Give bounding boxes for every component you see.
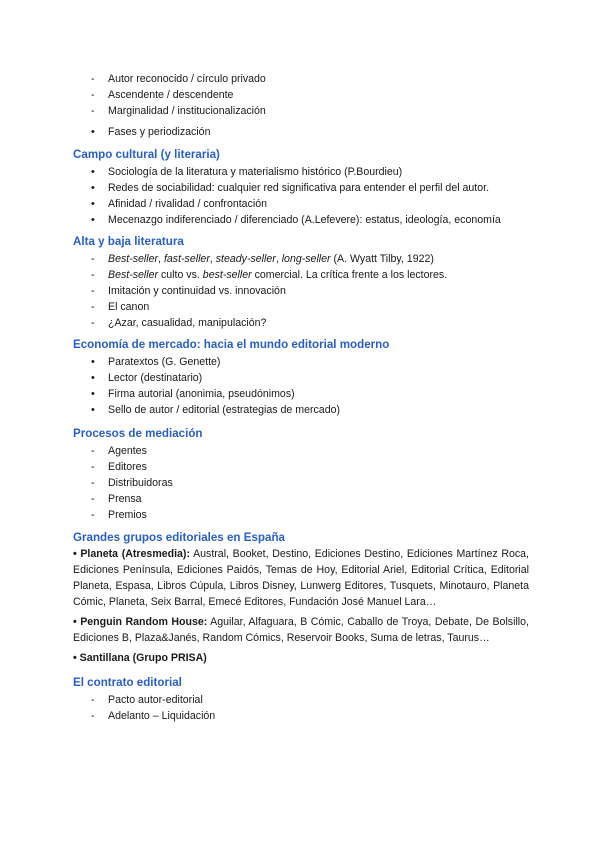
list-item: • Afinidad / rivalidad / confrontación [73,196,529,212]
planeta-paragraph [73,546,529,610]
list-item: - Autor reconocido / círculo privado [73,71,529,87]
text: culto vs. [158,269,203,281]
list-item: • Redes de sociabilidad: cualquier red significativa para entender el perfil del autor. [73,180,529,196]
list-item: • Paratextos (G. Genette) [73,354,529,370]
group-name: • Penguin Random House: [73,616,208,628]
list-item: • Sociología de la literatura y materialismo histórico (P.Bourdieu) [73,164,529,180]
text: , [158,253,164,265]
list-item: • Firma autorial (anonimia, pseudónimos) [73,386,529,402]
text: (A. Wyatt Tilby, 1922) [330,253,434,265]
text: , [209,253,216,265]
intro-bullet-list [73,124,529,140]
list-item [73,251,529,267]
list-item: • Fases y periodización [73,124,529,140]
section-heading-campo: Campo cultural (y literaria) [73,148,220,161]
list-item: - Ascendente / descendente [73,87,529,103]
list-item: - Prensa [73,491,529,507]
alta-list [73,251,529,331]
term: best-seller [202,269,252,281]
list-item [73,267,529,283]
list-item: • Sello de autor / editorial (estrategias de mercado) [73,402,529,418]
list-item: - Agentes [73,443,529,459]
section-heading-alta: Alta y baja literatura [73,235,184,248]
list-item: - Imitación y continuidad vs. innovación [73,283,529,299]
term: long-seller [281,253,331,265]
list-item: - Marginalidad / institucionalización [73,103,529,119]
list-item: - Distribuidoras [73,475,529,491]
section-heading-grupos: Grandes grupos editoriales en España [73,531,285,544]
section-heading-contrato: El contrato editorial [73,676,182,689]
document-content [73,70,529,724]
term: Best-seller [108,269,159,281]
list-item: • Mecenazgo indiferenciado / diferenciado (A.Lefevere): estatus, ideología, economía [73,212,529,228]
list-item: - Premios [73,507,529,523]
section-heading-procesos: Procesos de mediación [73,427,203,440]
group-name: • Planeta (Atresmedia): [73,548,190,560]
group-imprints: Aguilar, Alfaguara, B Cómic, Caballo de Troya, Debate, De Bolsillo, Ediciones B, Plaza&Janés, Random Cómics, Reservoir Books, Suma de letras, Taurus… [73,616,529,644]
list-item: - Adelanto – Liquidación [73,708,529,724]
list-item: - Editores [73,459,529,475]
intro-dash-list [73,71,529,119]
group-name: • Santillana (Grupo PRISA) [73,652,207,664]
contrato-list [73,692,529,724]
text: , [275,253,282,265]
list-item: • Lector (destinatario) [73,370,529,386]
term: Best-seller [108,253,159,265]
procesos-list [73,443,529,523]
economia-list [73,354,529,418]
penguin-paragraph [73,614,529,646]
list-item: - ¿Azar, casualidad, manipulación? [73,315,529,331]
list-item: - Pacto autor-editorial [73,692,529,708]
campo-list [73,164,529,228]
text: comercial. La crítica frente a los lectores. [251,269,448,281]
santillana-paragraph [73,650,529,666]
term: steady-seller [215,253,276,265]
group-imprints: Austral, Booket, Destino, Ediciones Destino, Ediciones Martínez Roca, Ediciones Península, Ediciones Paidós, Temas de Hoy, Editorial Ariel, Editorial Crítica, Editorial Planeta, Espasa, Libros Cúpula, Libros Disney, Lunwerg Editores, Tusquets, Minotauro, Planeta Cómic, Planeta, Seix Barral, Emecé Editores, Fundación José Manuel Lara… [73,548,529,608]
section-heading-economia: Economía de mercado: hacia el mundo editorial moderno [73,338,390,351]
list-item: - El canon [73,299,529,315]
term: fast-seller [163,253,210,265]
